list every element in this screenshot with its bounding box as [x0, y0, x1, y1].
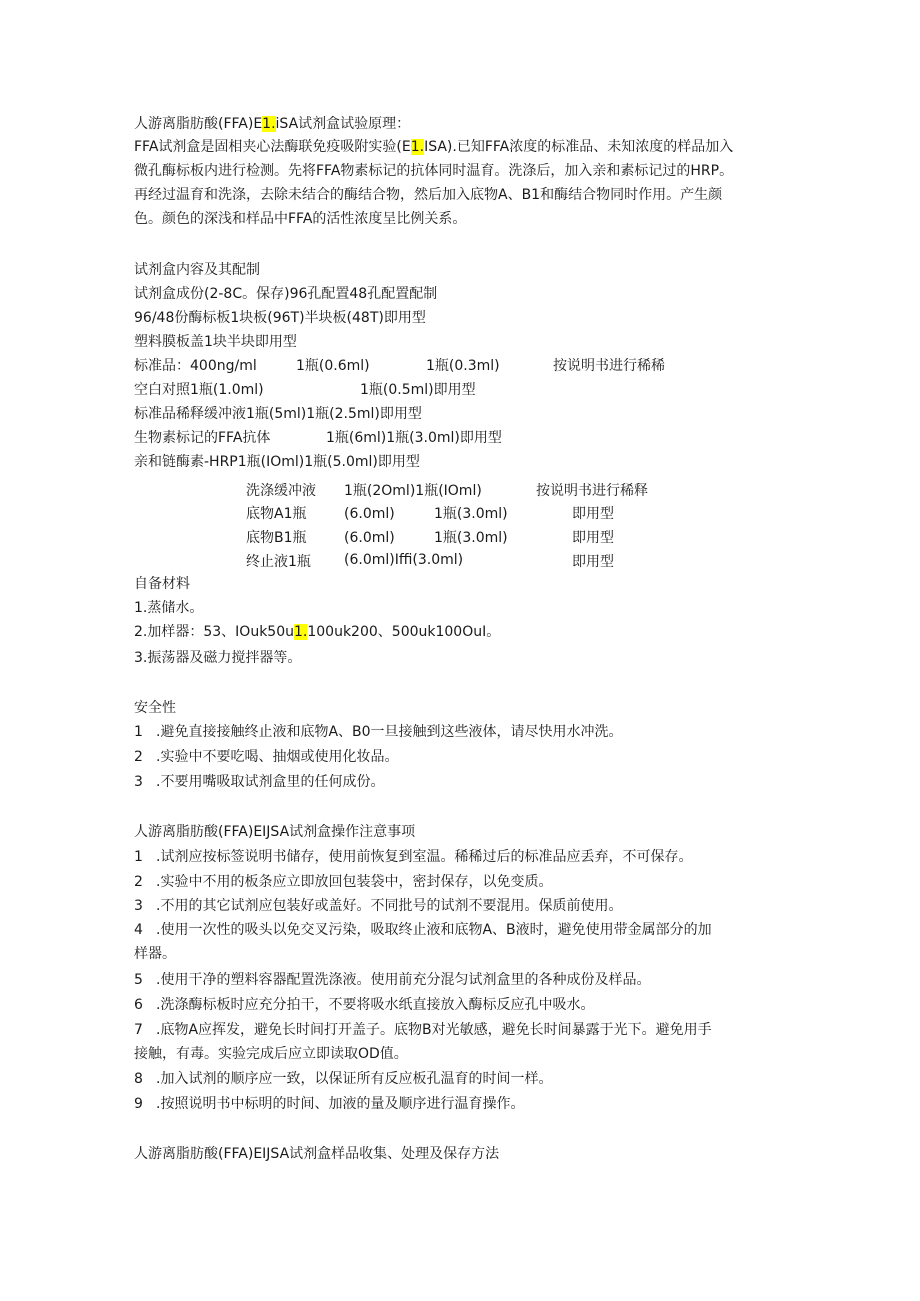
- contents-line: 96/48份酶标板1块板(96T)半块板(48T)即用型: [134, 310, 426, 326]
- notes-item: 5 .使用干净的塑料容器配置洗涤液。使用前充分混匀试剂盒里的各种成份及样品。: [134, 972, 651, 988]
- materials-item: 2.加样器：53、IOuk50u1.100uk200、500uk100OuI。: [134, 624, 501, 640]
- contents-line: 试剂盒成份(2-8C。保存)96孔配置48孔配置配制: [134, 286, 438, 302]
- principle-paragraph-line: 色。颜色的深浅和样品中FFA的活性浓度呈比例关系。: [134, 211, 467, 227]
- principle-heading: 人游离脂肪酸(FFA)E1.iSA试剂盒试验原理：: [134, 116, 411, 132]
- notes-heading: 人游离脂肪酸(FFA)EIJSA试剂盒操作注意事项: [134, 824, 416, 840]
- table-cell: 即用型: [572, 554, 614, 570]
- table-cell: 1瓶(2Oml)1瓶(IOml): [344, 483, 482, 499]
- principle-paragraph-line: 再经过温育和洗涤，去除未结合的酶结合物，然后加入底物A、B1和酶结合物同时作用。产生颜: [134, 187, 723, 203]
- table-cell: (6.0ml): [344, 530, 395, 546]
- contents-line: 塑料膜板盖1块半块即用型: [134, 334, 297, 350]
- highlight-mark: 1.: [262, 116, 276, 132]
- biotin-antibody-amounts: 1瓶(6ml)1瓶(3.0ml)即用型: [326, 430, 502, 446]
- highlight-mark: 1.: [294, 624, 308, 640]
- safety-item: 2 .实验中不要吃喝、抽烟或使用化妆品。: [134, 749, 399, 765]
- notes-item: 6 .洗涤酶标板时应充分拍干，不要将吸水纸直接放入酶标反应孔中吸水。: [134, 997, 595, 1013]
- notes-item-continued: 样器。: [134, 946, 176, 962]
- table-cell: 1瓶(3.0ml): [434, 506, 508, 522]
- safety-item: 1 .避免直接接触终止液和底物A、B0一旦接触到这些液体，请尽快用水冲洗。: [134, 724, 623, 740]
- safety-heading: 安全性: [134, 700, 176, 716]
- principle-paragraph-line: 微孔酶标板内进行检测。先将FFA物素标记的抗体同时温育。洗涤后，加入亲和素标记过的HRP。: [134, 163, 734, 179]
- table-cell: 按说明书进行稀释: [536, 483, 648, 499]
- table-cell: 洗涤缓冲液: [246, 483, 316, 499]
- blank-label: 空白对照1瓶(1.0ml): [134, 382, 264, 398]
- highlight-mark: 1.: [410, 139, 425, 155]
- materials-heading: 自备材料: [134, 576, 190, 592]
- materials-item: 1.蒸储水。: [134, 600, 204, 616]
- table-cell: 即用型: [572, 530, 614, 546]
- blank-48-amount: 1瓶(0.5ml)即用型: [360, 382, 476, 398]
- contents-line: 亲和链酶素-HRP1瓶(IOml)1瓶(5.0ml)即用型: [134, 454, 420, 470]
- standard-prep: 按说明书进行稀稀: [553, 358, 665, 374]
- table-cell: 1瓶(3.0ml): [434, 530, 508, 546]
- samples-heading: 人游离脂肪酸(FFA)EIJSA试剂盒样品收集、处理及保存方法: [134, 1146, 500, 1162]
- standard-96-amount: 1瓶(0.6ml): [296, 358, 370, 374]
- table-cell: 底物B1瓶: [246, 530, 307, 546]
- standard-label: 标准品：400ng/ml: [134, 358, 257, 374]
- notes-item: 2 .实验中不用的板条应立即放回包装袋中，密封保存，以免变质。: [134, 874, 553, 890]
- notes-item: 3 .不用的其它试剂应包装好或盖好。不同批号的试剂不要混用。保质前使用。: [134, 898, 623, 914]
- biotin-antibody-label: 生物素标记的FFA抗体: [134, 430, 271, 446]
- safety-item: 3 .不要用嘴吸取试剂盒里的任何成份。: [134, 774, 385, 790]
- table-cell: 底物A1瓶: [246, 506, 307, 522]
- notes-item: 7 .底物A应挥发，避免长时间打开盖子。底物B对光敏感，避免长时间暴露于光下。避免用手: [134, 1022, 712, 1038]
- standard-48-amount: 1瓶(0.3ml): [426, 358, 500, 374]
- contents-line: 标准品稀释缓冲液1瓶(5ml)1瓶(2.5ml)即用型: [134, 406, 422, 422]
- notes-item-continued: 接触，有毒。实验完成后应立即读取OD值。: [134, 1046, 408, 1062]
- table-cell: (6.0ml)Iffi(3.0ml): [344, 552, 464, 568]
- principle-paragraph-line: FFA试剂盒是固相夹心法酶联免疫吸附实验(E1.ISA).已知FFA浓度的标准品、未知浓度的样品加入: [134, 139, 734, 155]
- notes-item: 9 .按照说明书中标明的时间、加液的量及顺序进行温育操作。: [134, 1096, 525, 1112]
- notes-item: 4 .使用一次性的吸头以免交叉污染，吸取终止液和底物A、B液时，避免使用带金属部分的加: [134, 922, 712, 938]
- table-cell: (6.0ml): [344, 506, 395, 522]
- contents-heading: 试剂盒内容及其配制: [134, 262, 260, 278]
- table-cell: 即用型: [572, 506, 614, 522]
- notes-item: 1 .试剂应按标签说明书储存，使用前恢复到室温。稀稀过后的标准品应丢弃，不可保存。: [134, 849, 693, 865]
- table-cell: 终止液1瓶: [246, 554, 311, 570]
- notes-item: 8 .加入试剂的顺序应一致，以保证所有反应板孔温育的时间一样。: [134, 1071, 553, 1087]
- materials-item: 3.振荡器及磁力搅拌器等。: [134, 650, 302, 666]
